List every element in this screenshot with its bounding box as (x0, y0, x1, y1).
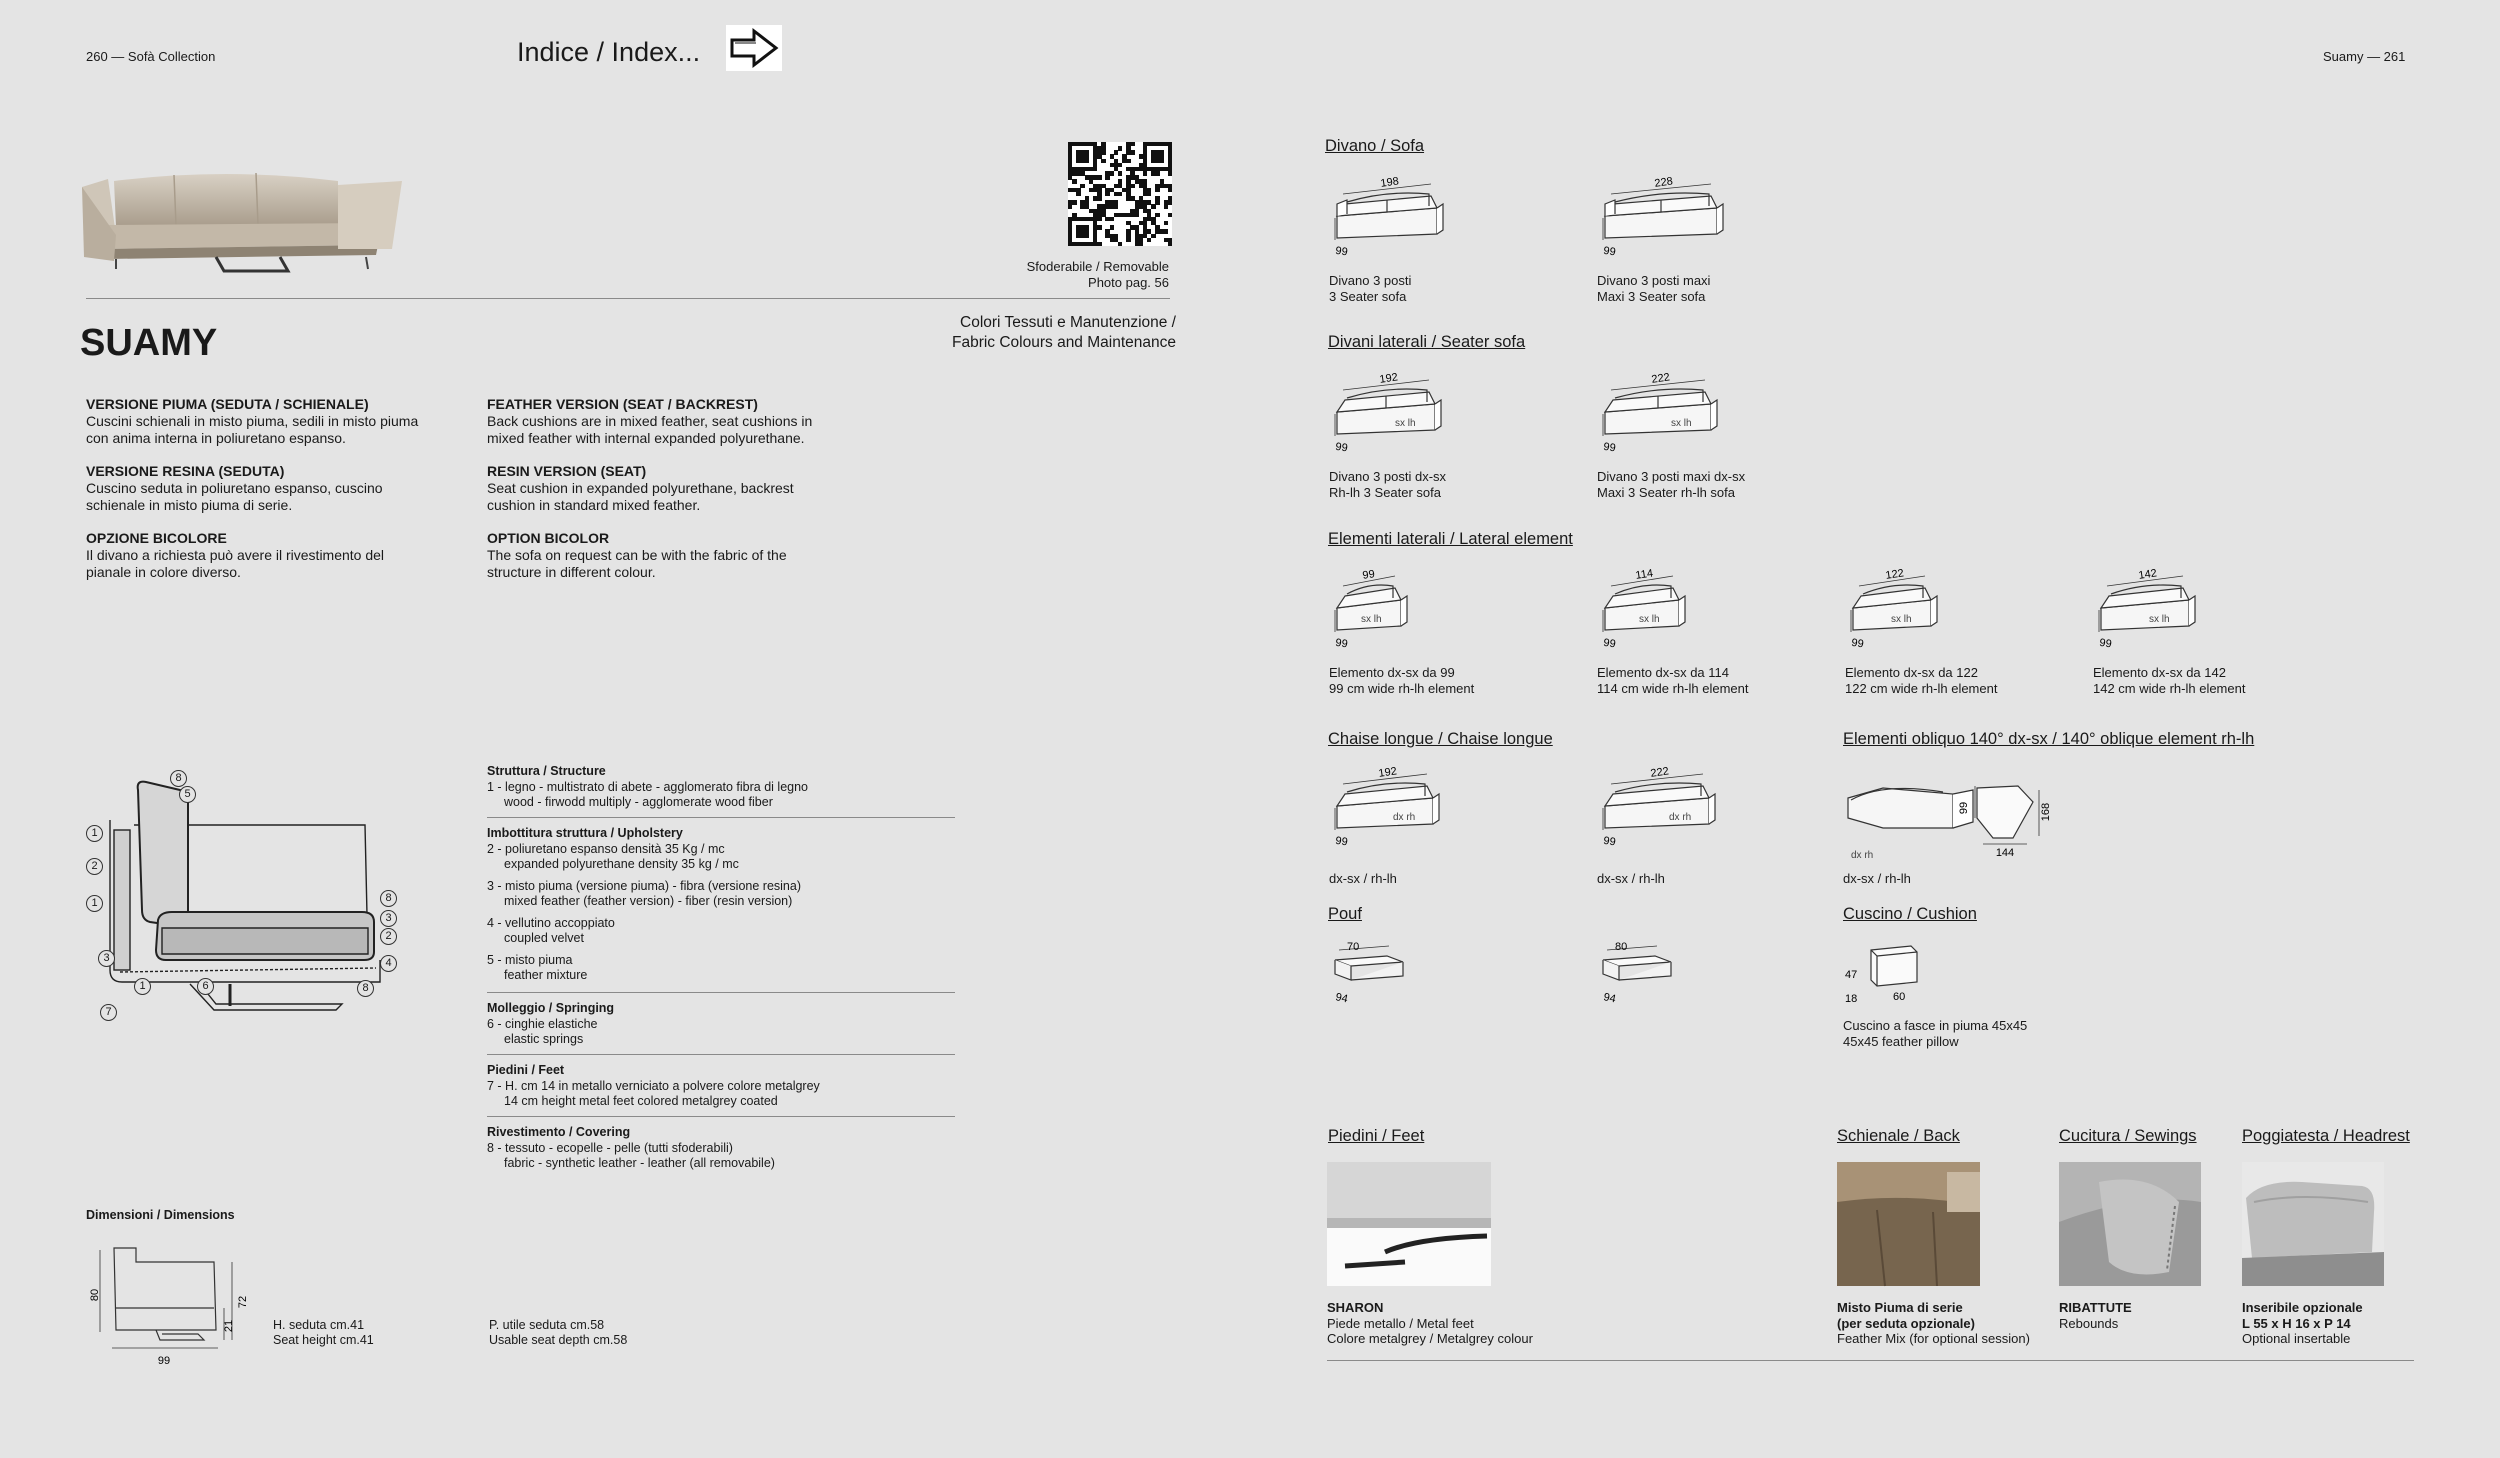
version-text: mixed feather with internal expanded polyurethane. (487, 430, 805, 446)
qr-module (1118, 192, 1122, 196)
section-chaise-longue: Chaise longue / Chaise longue (1328, 730, 1553, 748)
qr-module (1110, 217, 1114, 221)
seat-depth-en: Usable seat depth cm.58 (489, 1333, 628, 1347)
width-dimension: 192 (1378, 371, 1399, 386)
depth-dimension: 99 (1602, 834, 1617, 849)
qr-module (1093, 167, 1097, 171)
depth-dimension: 99 (1850, 636, 1865, 651)
callout-3: 3 (380, 910, 397, 927)
qr-module (1160, 159, 1164, 163)
chaise-caption: dx-sx / rh-lh (1597, 871, 1665, 886)
cushion-drawing (1843, 940, 1933, 1015)
width-dimension: 99 (1361, 568, 1376, 582)
qr-module (1085, 159, 1089, 163)
right-page-number: Suamy — 261 (2323, 49, 2406, 64)
depth-dimension: 168 (2040, 802, 2052, 822)
qr-module (1164, 229, 1168, 233)
callout-6: 6 (197, 978, 214, 995)
callout-8: 8 (170, 770, 187, 787)
lateral-element-caption: Elemento dx-sx da 142 142 cm wide rh-lh element (2093, 665, 2246, 696)
side-label: sx lh (1891, 614, 1912, 625)
springing-heading: Molleggio / Springing (487, 1001, 615, 1015)
chaise-caption: dx-sx / rh-lh (1329, 871, 1397, 886)
seat-height-it: H. seduta cm.41 (273, 1318, 365, 1332)
chaise-drawing (1327, 765, 1473, 849)
covering-item: 8 - tessuto - ecopelle - pelle (tutti sfoderabili) (487, 1140, 733, 1155)
version-title: VERSIONE RESINA (SEDUTA) (86, 463, 285, 479)
version-text: structure in different colour. (487, 564, 656, 580)
version-text: schienale in misto piuma di serie. (86, 497, 293, 513)
lateral-element-drawing (1327, 568, 1441, 651)
sofa-drawing (1595, 175, 1757, 259)
width-dimension: 114 (1634, 567, 1654, 582)
feet-model: SHARON (1327, 1300, 1384, 1315)
qr-module (1135, 213, 1139, 217)
callout-7: 7 (100, 1004, 117, 1021)
oblique-element-drawing (1843, 778, 2053, 873)
height-dimension: 47 (1845, 969, 1858, 981)
qr-module (1126, 159, 1130, 163)
dim-99: 99 (157, 1355, 171, 1367)
qr-module (1130, 184, 1134, 188)
width-dimension: 60 (1893, 991, 1906, 1003)
qr-module (1164, 204, 1168, 208)
fabric-maintenance-link[interactable]: Fabric Colours and Maintenance (951, 334, 1176, 351)
qr-module (1114, 204, 1118, 208)
depth-dimension: 99 (1334, 834, 1349, 849)
feet-item: 7 - H. cm 14 in metallo verniciato a polvere colore metalgrey (487, 1078, 820, 1093)
dimensions-title: Dimensioni / Dimensions (86, 1208, 235, 1222)
sewing-type-en: Rebounds (2059, 1315, 2119, 1331)
side-sofa-caption: Divano 3 posti maxi dx-sx Maxi 3 Seater rh-lh sofa (1597, 469, 1746, 500)
side-sofa-caption: Divano 3 posti dx-sx Rh-lh 3 Seater sofa (1329, 469, 1447, 500)
back-option-note: (per seduta opzionale) (1837, 1315, 1975, 1331)
qr-module (1147, 192, 1151, 196)
depth-dimension: 18 (1845, 993, 1858, 1005)
qr-module (1080, 184, 1084, 188)
qr-module (1068, 204, 1072, 208)
side-sofa-drawing (1595, 371, 1751, 455)
qr-module (1168, 213, 1172, 217)
qr-module (1105, 175, 1109, 179)
qr-module (1085, 234, 1089, 238)
pouf-drawing (1595, 938, 1685, 1009)
section-seater-sofa: Divani laterali / Seater sofa (1328, 333, 1526, 351)
qr-module (1155, 171, 1159, 175)
qr-module (1126, 238, 1130, 242)
version-text: con anima interna in poliuretano espanso. (86, 430, 346, 446)
version-title: RESIN VERSION (SEAT) (487, 463, 647, 479)
qr-module (1168, 188, 1172, 192)
depth-dimension: 94 (1334, 991, 1349, 1006)
seat-height-en: Seat height cm.41 (273, 1333, 374, 1347)
qr-module (1105, 192, 1109, 196)
width-dimension: 198 (1379, 175, 1400, 190)
version-text: pianale in colore diverso. (86, 564, 241, 580)
side-label: dx rh (1669, 812, 1692, 823)
width-dimension: 222 (1650, 371, 1671, 386)
qr-module (1168, 200, 1172, 204)
depth-dimension: 99 (1602, 636, 1617, 651)
upholstery-heading: Imbottitura struttura / Upholstery (487, 826, 683, 840)
callout-3: 3 (98, 950, 115, 967)
sofa-caption: Divano 3 posti 3 Seater sofa (1329, 273, 1412, 304)
version-title: FEATHER VERSION (SEAT / BACKREST) (487, 396, 758, 412)
upholstery-item: 2 - poliuretano espanso densità 35 Kg / mc (487, 841, 725, 856)
qr-module (1118, 146, 1122, 150)
covering-heading: Rivestimento / Covering (487, 1125, 631, 1139)
qr-module (1130, 142, 1134, 146)
depth-dimension: 94 (1602, 991, 1617, 1006)
sewing-photo (2059, 1162, 2201, 1286)
section-pouf: Pouf (1328, 905, 1362, 923)
springing-item: 6 - cinghie elastiche (487, 1016, 598, 1031)
back-photo (1837, 1162, 1980, 1286)
springing-item: elastic springs (504, 1032, 584, 1046)
upholstery-item: feather mixture (504, 968, 588, 982)
product-photo (76, 165, 406, 275)
version-title: OPZIONE BICOLORE (86, 530, 227, 546)
back-option-en: Feather Mix (for optional session) (1837, 1331, 2030, 1346)
side-label: sx lh (1671, 418, 1692, 429)
side-label: sx lh (1639, 614, 1660, 625)
dim-21: 21 (223, 1319, 235, 1333)
back-option: Misto Piuma di serie (1837, 1300, 1963, 1315)
headrest-photo (2242, 1162, 2384, 1286)
side-label: sx lh (2149, 614, 2170, 625)
feet-photo (1327, 1162, 1491, 1286)
lateral-element-caption: Elemento dx-sx da 99 99 cm wide rh-lh element (1329, 665, 1475, 696)
depth-dimension: 99 (1334, 440, 1349, 455)
cushion-caption: Cuscino a fasce in piuma 45x45 45x45 feather pillow (1843, 1018, 2028, 1049)
callout-2: 2 (86, 858, 103, 875)
qr-code[interactable] (1068, 142, 1172, 246)
dimensions-drawing (86, 1240, 266, 1370)
chaise-drawing (1595, 765, 1749, 849)
callout-1: 1 (134, 978, 151, 995)
qr-module (1114, 150, 1118, 154)
qr-module (1118, 163, 1122, 167)
section-cushion: Cuscino / Cushion (1843, 905, 1977, 923)
version-text: Back cushions are in mixed feather, seat cushions in (487, 413, 813, 429)
width-dimension: 228 (1653, 175, 1674, 190)
width-dimension: 144 (1995, 847, 2015, 859)
upholstery-item: 3 - misto piuma (versione piuma) - fibra (versione resina) (487, 878, 801, 893)
width-dimension: 80 (1615, 941, 1628, 953)
qr-module (1139, 242, 1143, 246)
section-back: Schienale / Back (1837, 1127, 1960, 1145)
version-text: Seat cushion in expanded polyurethane, backrest (487, 480, 794, 496)
qr-module (1118, 242, 1122, 246)
index-link[interactable]: Indice / Index... (517, 37, 701, 67)
upholstery-item: 5 - misto piuma (487, 952, 573, 967)
qr-module (1151, 204, 1155, 208)
depth-dimension: 99 (1602, 244, 1617, 259)
fabric-colours-link[interactable]: Colori Tessuti e Manutenzione / (960, 314, 1176, 331)
removable-note: Sfoderabile / Removable (1026, 259, 1169, 274)
qr-module (1164, 221, 1168, 225)
width-dimension: 222 (1649, 765, 1670, 780)
depth-dimension: 99 (1334, 244, 1349, 259)
callout-4: 4 (380, 955, 397, 972)
qr-module (1130, 150, 1134, 154)
side-sofa-drawing (1327, 371, 1475, 455)
structure-item: wood - firwodd multiply - agglomerate wood fiber (504, 795, 773, 809)
pouf-drawing (1327, 938, 1417, 1009)
section-sofa: Divano / Sofa (1325, 137, 1425, 155)
feet-item: 14 cm height metal feet colored metalgrey coated (504, 1094, 778, 1108)
structure-item: 1 - legno - multistrato di abete - agglomerato fibra di legno (487, 779, 809, 794)
sofa-caption: Divano 3 posti maxi Maxi 3 Seater sofa (1597, 273, 1711, 304)
qr-module (1097, 217, 1101, 221)
side-label: sx lh (1361, 614, 1382, 625)
width-dimension: 142 (2137, 567, 2158, 582)
version-text: Il divano a richiesta può avere il rivestimento del (86, 547, 385, 563)
side-label: dx rh (1393, 812, 1416, 823)
upholstery-item: 4 - vellutino accoppiato (487, 915, 615, 930)
upholstery-item: expanded polyurethane density 35 kg / mc (504, 857, 739, 871)
callout-8: 8 (357, 980, 374, 997)
product-name: SUAMY (80, 322, 218, 364)
qr-module (1097, 225, 1101, 229)
qr-module (1097, 242, 1101, 246)
qr-module (1168, 171, 1172, 175)
section-feet: Piedini / Feet (1328, 1127, 1425, 1145)
section-oblique-element: Elementi obliquo 140° dx-sx / 140° oblique element rh-lh (1843, 730, 2255, 748)
version-text: Cuscini schienali in misto piuma, sedili in misto piuma (86, 413, 419, 429)
callout-2: 2 (380, 928, 397, 945)
side-label: dx rh (1851, 850, 1874, 861)
upholstery-item: mixed feather (feather version) - fiber (resin version) (504, 894, 793, 908)
qr-module (1168, 242, 1172, 246)
width-dimension: 122 (1884, 567, 1905, 582)
feet-heading: Piedini / Feet (487, 1063, 565, 1077)
version-title: VERSIONE PIUMA (SEDUTA / SCHIENALE) (86, 396, 369, 412)
version-text: The sofa on request can be with the fabric of the (487, 547, 787, 563)
width-dimension: 192 (1377, 765, 1398, 780)
lateral-element-drawing (2091, 567, 2229, 651)
lateral-element-drawing (1595, 567, 1719, 651)
qr-module (1155, 188, 1159, 192)
qr-module (1101, 150, 1105, 154)
sofa-drawing (1327, 175, 1477, 259)
seat-depth-it: P. utile seduta cm.58 (489, 1318, 605, 1332)
version-text: Cuscino seduta in poliuretano espanso, cuscino (86, 480, 383, 496)
sewing-type: RIBATTUTE (2059, 1300, 2132, 1315)
covering-item: fabric - synthetic leather - leather (all removabile) (504, 1156, 775, 1170)
qr-module (1072, 179, 1076, 183)
depth-dimension: 99 (1602, 440, 1617, 455)
qr-module (1155, 213, 1159, 217)
photo-page-ref: Photo pag. 56 (1088, 275, 1169, 290)
section-sewings: Cucitura / Sewings (2059, 1127, 2197, 1145)
headrest-size: L 55 x H 16 x P 14 (2242, 1315, 2351, 1331)
feet-colour: Colore metalgrey / Metalgrey colour (1327, 1331, 1533, 1346)
qr-module (1076, 192, 1080, 196)
lateral-element-drawing (1843, 567, 1971, 651)
left-page-number: 260 — Sofà Collection (86, 49, 216, 64)
width-dimension: 70 (1347, 941, 1360, 953)
dim-72: 72 (237, 1295, 249, 1309)
qr-module (1101, 159, 1105, 163)
qr-module (1097, 196, 1101, 200)
qr-module (1143, 171, 1147, 175)
callout-5: 5 (179, 786, 196, 803)
structure-heading: Struttura / Structure (487, 764, 606, 778)
section-diagram (80, 760, 410, 1030)
qr-module (1151, 234, 1155, 238)
callout-1: 1 (86, 825, 103, 842)
callout-8: 8 (380, 890, 397, 907)
dim-80: 80 (89, 1288, 101, 1302)
qr-module (1110, 171, 1114, 175)
version-title: OPTION BICOLOR (487, 530, 610, 546)
callout-1: 1 (86, 895, 103, 912)
depth-dimension: 99 (1334, 636, 1349, 651)
headrest-option: Inseribile opzionale (2242, 1300, 2363, 1315)
section-lateral-element: Elementi laterali / Lateral element (1328, 530, 1573, 548)
feet-material: Piede metallo / Metal feet (1327, 1315, 1474, 1331)
qr-module (1097, 175, 1101, 179)
section-headrest: Poggiatesta / Headrest (2242, 1127, 2410, 1145)
right-arrow-icon[interactable] (726, 25, 782, 71)
qr-module (1110, 225, 1114, 229)
depth-dimension: 99 (2098, 636, 2113, 651)
headrest-option-en: Optional insertable (2242, 1331, 2351, 1346)
depth-dimension: 99 (1958, 801, 1970, 815)
side-label: sx lh (1395, 418, 1416, 429)
lateral-element-caption: Elemento dx-sx da 114 114 cm wide rh-lh element (1597, 665, 1749, 696)
qr-module (1147, 238, 1151, 242)
qr-module (1072, 200, 1076, 204)
qr-module (1155, 200, 1159, 204)
upholstery-item: coupled velvet (504, 931, 584, 945)
qr-module (1118, 171, 1122, 175)
version-text: cushion in standard mixed feather. (487, 497, 701, 513)
oblique-caption: dx-sx / rh-lh (1843, 871, 1911, 886)
lateral-element-caption: Elemento dx-sx da 122 122 cm wide rh-lh element (1845, 665, 1998, 696)
